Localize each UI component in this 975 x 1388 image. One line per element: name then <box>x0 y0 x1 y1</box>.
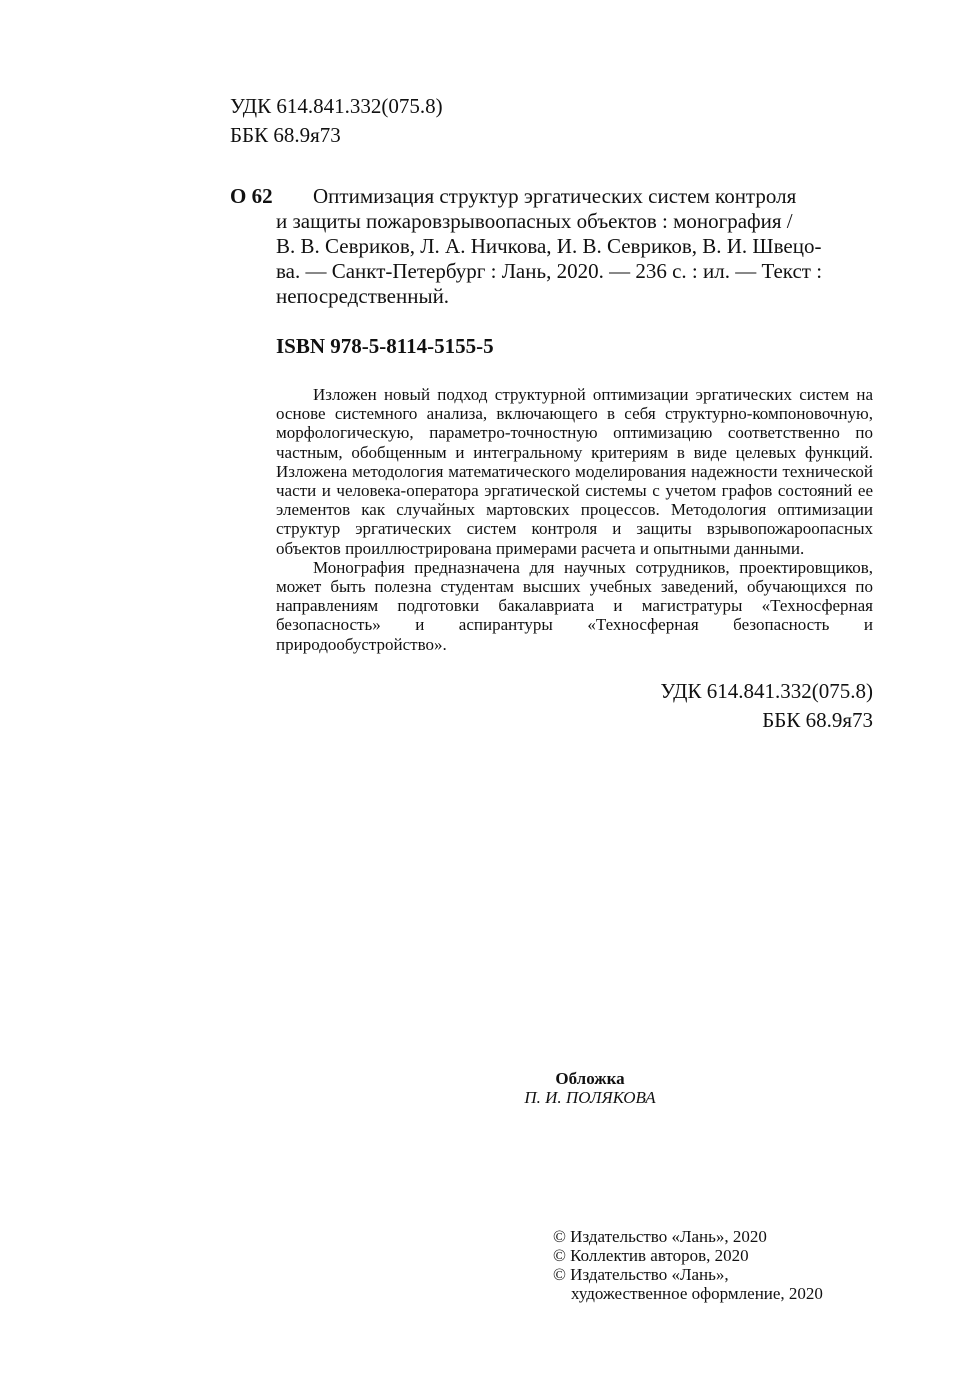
copyright-line: © Коллектив авторов, 2020 <box>553 1246 749 1265</box>
isbn: ISBN 978-5-8114-5155-5 <box>276 334 494 358</box>
cover-designer: П. И. ПОЛЯКОВА <box>524 1088 656 1107</box>
udk-code: УДК 614.841.332(075.8) <box>660 679 873 703</box>
abstract-paragraph: Монография предназначена для научных сотрудников, проектировщиков, может быть полезна студентам высших учебных заведений, обучающихся по направлениям подготовки бакалавриата и магистратуры «Техносферная безопасность» и аспирантуры «Техносферная безопасность и природообустройство». <box>276 557 873 654</box>
cover-credit <box>440 1069 740 1107</box>
bbk-code: ББК 68.9я73 <box>230 123 341 147</box>
abstract-paragraph: Изложен новый подход структурной оптимизации эргатических систем на основе системного анализа, включающего в себя структурно-компоновочную, морфологическую, параметро-точностную оптимизацию соответственно по частным, обобщенным и интегральному критериям в виде целевых функций. Изложена методология математического моделирования надежности технической части и человека-оператора эргатической системы с учетом графов состояний ее элементов как случайных мартовских процессов. Методология оптимизации структур эргатических систем контроля и защиты взрывопожароопасных объектов проиллюстрирована примерами расчета и опытными данными. <box>276 385 873 558</box>
classification-block-bottom <box>660 677 873 735</box>
biblio-line: и защиты пожаровзрывоопасных объектов : монография / <box>276 209 793 233</box>
biblio-line: В. В. Севриков, Л. А. Ничкова, И. В. Севриков, В. И. Швецо- <box>276 234 822 258</box>
bibliographic-record <box>276 184 873 309</box>
biblio-line: ва. — Санкт-Петербург : Лань, 2020. — 236 с. : ил. — Текст : <box>276 259 823 283</box>
biblio-line: непосредственный. <box>276 284 450 308</box>
classification-block <box>230 92 443 150</box>
udk-code: УДК 614.841.332(075.8) <box>230 94 443 118</box>
bbk-code: ББК 68.9я73 <box>762 708 873 732</box>
abstract <box>276 385 873 654</box>
copyright-block <box>553 1227 823 1303</box>
cover-label: Обложка <box>555 1069 625 1088</box>
copyright-line: © Издательство «Лань», 2020 <box>553 1227 767 1246</box>
biblio-line: Оптимизация структур эргатических систем контроля <box>313 184 797 208</box>
copyright-line: художественное оформление, 2020 <box>571 1284 823 1303</box>
author-mark: О 62 <box>230 184 273 208</box>
copyright-line: © Издательство «Лань», <box>553 1265 729 1284</box>
